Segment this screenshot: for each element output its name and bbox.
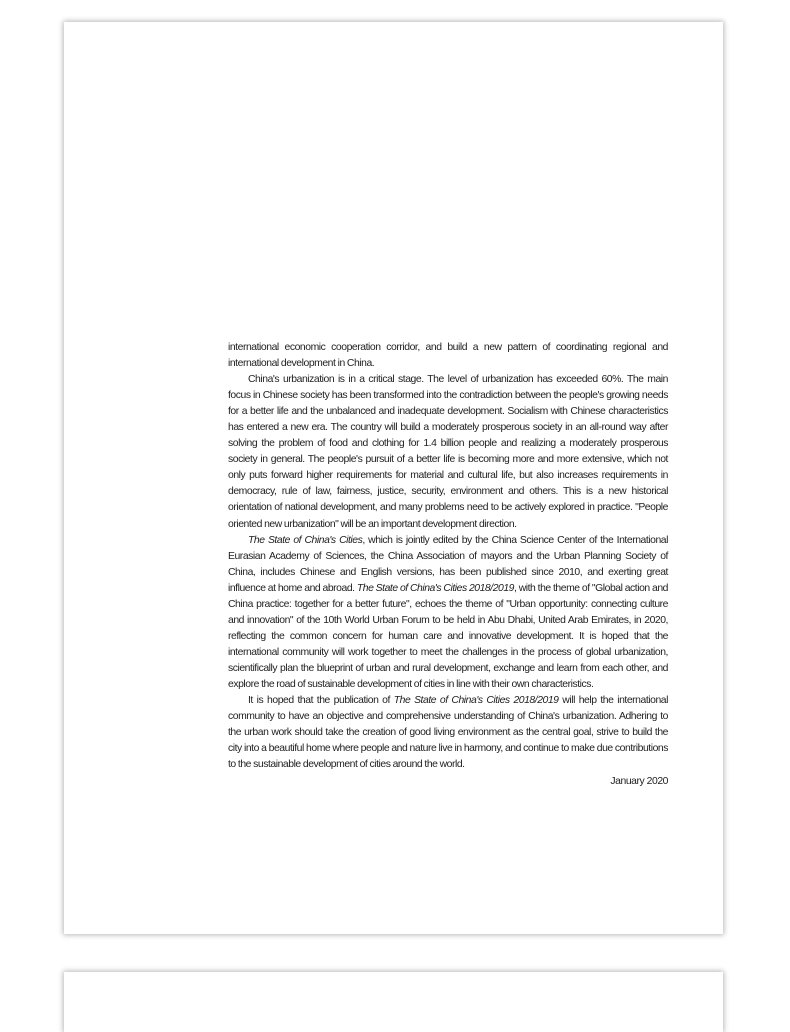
paragraph-text: It is hoped that the publication of <box>248 695 394 707</box>
paragraph-text: international economic cooperation corridor, and build a new pattern of coordinating regional and international development in China. <box>228 342 668 370</box>
italic-title-text: The State of China's Cities <box>248 534 363 546</box>
page-body-text <box>228 340 668 773</box>
italic-title-text: The State of China's Cities 2018/2019 <box>393 695 559 707</box>
body-paragraph <box>228 533 668 693</box>
paragraph-text: will help the international community to have an objective and comprehensive understanding of China's urbanization. Adhering to the urban work should take the creation of good living environment as the central goal, strive to build the city into a beautiful home where people and nature live in harmony, and continue to make due contributions to the sustainable development of cities around the world. <box>228 695 668 771</box>
date-line: January 2020 <box>610 776 668 787</box>
body-paragraph <box>228 340 668 372</box>
paragraph-text: , which is jointly edited by the China Science Center of the International Eurasian Academy of Sciences, the China Association of mayors and the Urban Planning Society of China, includes Chinese and English versions, has been published since 2010, and exerting great influence at home and abroad. <box>228 534 668 594</box>
italic-title-text: The State of China's Cities 2018/2019 <box>356 582 515 594</box>
next-document-page <box>64 972 723 1032</box>
paragraph-text: China's urbanization is in a critical stage. The level of urbanization has exceeded 60%. The main focus in Chinese society has been transformed into the contradiction between the people's growing needs for a better life and the unbalanced and inadequate development. Socialism with Chinese characteristics has entered a new era. The country will build a moderately prosperous society in an all-round way after solving the problem of food and clothing for 1.4 billion people and realizing a moderately prosperous society in general. The people's pursuit of a better life is becoming more and more extensive, which not only puts forward higher requirements for material and cultural life, but also increases requirements in democracy, rule of law, fairness, justice, security, environment and others. This is a new historical orientation of national development, and many problems need to be actively explored in practice. "People oriented new urbanization" will be an important development direction. <box>228 374 668 530</box>
body-paragraph <box>228 372 668 532</box>
paragraph-text: , with the theme of "Global action and China practice: together for a better future", echoes the theme of "Urban opportunity: connecting culture and innovation" of the 10th World Urban Forum to be held in Abu Dhabi, United Arab Emirates, in 2020, reflecting the common concern for human care and innovative development. It is hoped that the international community will work together to meet the challenges in the process of global urbanization, scientifically plan the blueprint of urban and rural development, exchange and learn from each other, and explore the road of sustainable development of cities in line with their own characteristics. <box>228 582 669 690</box>
body-paragraph <box>228 693 668 773</box>
document-page <box>64 22 723 934</box>
